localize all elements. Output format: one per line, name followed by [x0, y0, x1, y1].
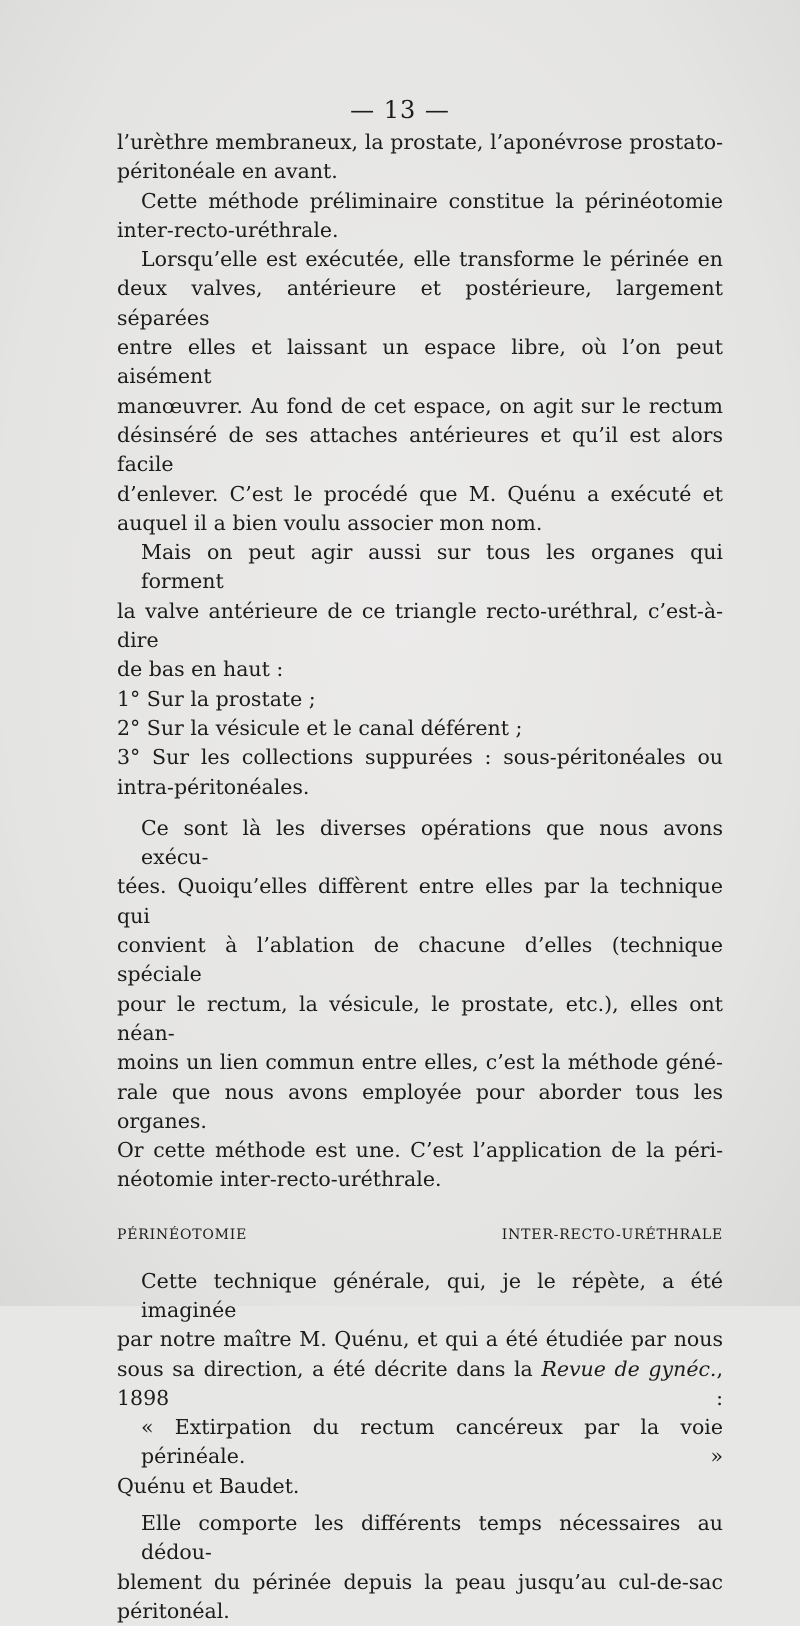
- text-line: moins un lien commun entre elles, c’est la méthode géné-: [117, 1050, 723, 1075]
- text-line: convient à l’ablation de chacune d’elles (technique spéciale: [117, 933, 723, 987]
- text-line: manœuvrer. Au fond de cet espace, on agit sur le rectum: [117, 393, 723, 418]
- text-line: intra-péritonéales.: [117, 774, 310, 799]
- text-line: [117, 1355, 723, 1414]
- text-line: péritonéal.: [117, 1598, 230, 1623]
- text-span: sous sa direction, a été décrite dans la: [117, 1356, 533, 1381]
- text-line: pour le rectum, la vésicule, le prostate, etc.), elles ont néan-: [117, 991, 723, 1045]
- text-line: de bas en haut :: [117, 657, 284, 682]
- text-line: Cette technique générale, qui, je le répète, a été imaginée: [141, 1268, 723, 1322]
- text-line: péritonéale en avant.: [117, 159, 338, 184]
- text-line: deux valves, antérieure et postérieure, largement séparées: [117, 276, 723, 330]
- text-line: Elle comporte les différents temps nécessaires au dédou-: [141, 1511, 723, 1565]
- text-line: Ce sont là les diverses opérations que nous avons exécu-: [141, 815, 723, 870]
- text-line: auquel il a bien voulu associer mon nom.: [117, 510, 543, 535]
- page-number: — 13 —: [350, 96, 450, 124]
- text-line: rale que nous avons employée pour aborder tous les organes.: [117, 1079, 723, 1133]
- text-line: Mais on peut agir aussi sur tous les organes qui forment: [141, 540, 723, 594]
- text-line: tées. Quoiqu’elles diffèrent entre elles par la technique qui: [117, 874, 723, 928]
- section-heading: PÉRINÉOTOMIE INTER-RECTO-URÉTHRALE: [117, 1226, 723, 1243]
- text-line: Cette méthode préliminaire constitue la périnéotomie: [141, 188, 723, 213]
- list-item: 1° Sur la prostate ;: [117, 686, 316, 711]
- text-line: néotomie inter-recto-uréthrale.: [117, 1167, 442, 1192]
- text-line: d’enlever. C’est le procédé que M. Quénu a exécuté et: [117, 481, 723, 506]
- text-line: désinséré de ses attaches antérieures et qu’il est alors facile: [117, 422, 723, 477]
- text-line: la valve antérieure de ce triangle recto-uréthral, c’est-à-dire: [117, 598, 723, 653]
- body-text: [117, 128, 723, 1626]
- text-line: « Extirpation du rectum cancéreux par la voie périnéale. »: [141, 1415, 723, 1469]
- text-line: entre elles et laissant un espace libre, où l’on peut aisément: [117, 335, 723, 389]
- list-item: 3° Sur les collections suppurées : sous-péritonéales ou: [117, 745, 723, 770]
- text-line: Lorsqu’elle est exécutée, elle transforme le périnée en: [141, 247, 723, 272]
- journal-title: Revue de gynéc.: [541, 1356, 717, 1381]
- text-line: Quénu et Baudet.: [117, 1473, 300, 1498]
- text-line: blement du périnée depuis la peau jusqu’au cul-de-sac: [117, 1569, 723, 1594]
- text-line: inter-recto-uréthrale.: [117, 217, 339, 242]
- text-span: , 1898 :: [117, 1356, 723, 1410]
- text-line: l’urèthre membraneux, la prostate, l’aponévrose prostato-: [117, 130, 723, 154]
- text-line: Or cette méthode est une. C’est l’application de la péri-: [117, 1138, 723, 1163]
- list-item: 2° Sur la vésicule et le canal déférent ;: [117, 715, 523, 740]
- text-line: par notre maître M. Quénu, et qui a été étudiée par nous: [117, 1327, 723, 1352]
